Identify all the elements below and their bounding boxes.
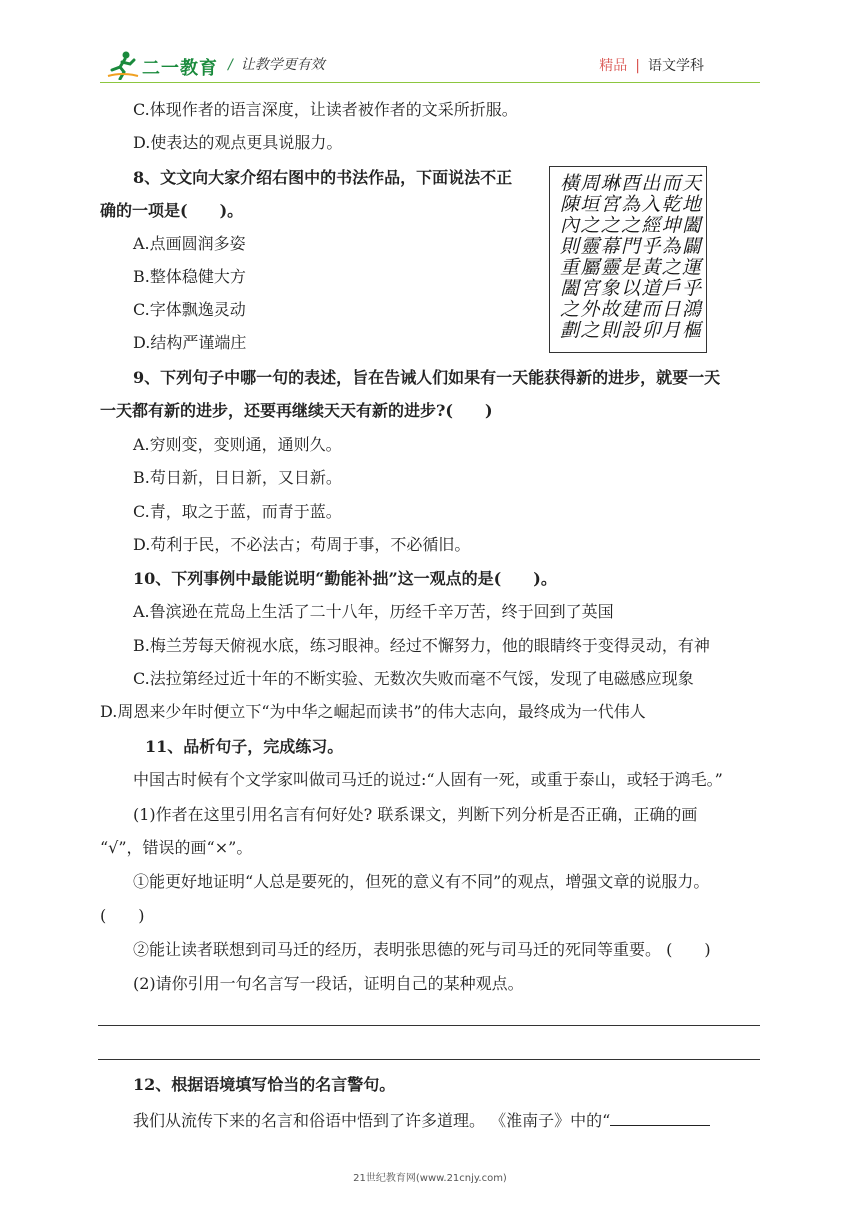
q10-option-c: C.法拉第经过近十年的不断实验、无数次失败而毫不气馁，发现了电磁感应现象 bbox=[133, 669, 694, 688]
subject-tag: 语文学科 bbox=[648, 58, 704, 74]
q9-stem-line1: 9、下列句子中哪一句的表述，旨在告诫人们如果有一天能获得新的进步，就要一天 bbox=[133, 368, 721, 387]
slogan-text: 让教学更有效 bbox=[240, 57, 325, 73]
header-tags bbox=[599, 55, 704, 75]
answer-line[interactable] bbox=[98, 1059, 760, 1060]
q9-option-c: C.青，取之于蓝，而青于蓝。 bbox=[133, 502, 342, 521]
q11-stem: 11、品析句子，完成练习。 bbox=[145, 737, 344, 756]
q10-stem: 10、下列事例中最能说明“勤能补拙”这一观点的是( )。 bbox=[133, 569, 557, 588]
calligraphy-column: 酉為之門是以建設 bbox=[617, 173, 640, 341]
q11-statement2: ②能让读者联想到司马迁的经历，表明张思德的死与司马迁的死同等重要。 ( ) bbox=[133, 940, 711, 959]
slogan bbox=[228, 54, 325, 74]
q9-option-d: D.苟利于民，不必法古；苟周于事，不必循旧。 bbox=[133, 535, 471, 554]
q7-option-c: C.体现作者的语言深度，让读者被作者的文采所折服。 bbox=[133, 100, 518, 119]
tag-separator: | bbox=[635, 58, 640, 74]
q11-statement1: ①能更好地证明“人总是要死的，但死的意义有不同”的观点，增强文章的说服力。 bbox=[133, 872, 710, 891]
page-header bbox=[0, 0, 860, 92]
q10-option-d: D.周恩来少年时便立下“为中华之崛起而读书”的伟大志向，最终成为一代伟人 bbox=[100, 702, 646, 721]
q10-option-b: B.梅兰芳每天俯视水底，练习眼神。经过不懈努力，他的眼睛终于变得灵动，有神 bbox=[133, 636, 710, 655]
q9-option-a: A.穷则变，变则通，通则久。 bbox=[133, 435, 342, 454]
q12-context bbox=[133, 1109, 710, 1131]
calligraphy-image bbox=[549, 166, 707, 353]
q8-option-d: D.结构严谨端庄 bbox=[133, 333, 247, 352]
q9-stem-line2: 一天都有新的进步，还要再继续天天有新的进步?( ) bbox=[100, 401, 493, 420]
calligraphy-column: 周垣之靈屬宮外之 bbox=[577, 173, 600, 341]
q11-part2: (2)请你引用一句名言写一段话，证明自己的某种观点。 bbox=[133, 974, 524, 993]
q8-option-a: A.点画圆润多姿 bbox=[133, 234, 246, 253]
q10-option-a: A.鲁滨逊在荒岛上生活了二十八年，历经千辛万苦，终于回到了英国 bbox=[133, 602, 614, 621]
calligraphy-column: 琳宮之幕靈象故則 bbox=[597, 173, 620, 341]
calligraphy-column: 而乾坤為之戶日月 bbox=[658, 173, 681, 341]
q12-stem: 12、根据语境填写恰当的名言警句。 bbox=[133, 1075, 396, 1094]
page-footer: 21世纪教育网(www.21cnjy.com) bbox=[353, 1173, 507, 1184]
runner-logo-icon bbox=[106, 50, 140, 80]
q12-context-text: 我们从流传下来的名言和俗语中悟到了许多道理。 《淮南子》中的“ bbox=[133, 1111, 611, 1130]
q7-option-d: D.使表达的观点更具说服力。 bbox=[133, 133, 343, 152]
q11-part1-line1: (1)作者在这里引用名言有何好处? 联系课文，判断下列分析是否正确，正确的画 bbox=[133, 805, 698, 824]
q8-option-c: C.字体飘逸灵动 bbox=[133, 300, 246, 319]
logo-text: 二一教育 bbox=[142, 58, 218, 79]
calligraphy-column: 天地闔闢運乎鴻樞 bbox=[678, 173, 701, 341]
q11-part1-line2: “√”，错误的画“×”。 bbox=[100, 838, 253, 857]
fill-blank[interactable] bbox=[610, 1109, 710, 1126]
answer-line[interactable] bbox=[98, 1025, 760, 1026]
calligraphy-column: 出入經乎黃道而卯 bbox=[638, 173, 661, 341]
quality-tag: 精品 bbox=[599, 58, 628, 74]
q8-stem-line1: 8、文文向大家介绍右图中的书法作品，下面说法不正 bbox=[133, 168, 513, 187]
q9-option-b: B.苟日新，日日新，又日新。 bbox=[133, 468, 342, 487]
q8-stem-line2: 确的一项是( )。 bbox=[100, 201, 244, 220]
q11-statement1-answer: ( ) bbox=[100, 906, 145, 925]
q8-option-b: B.整体稳健大方 bbox=[133, 267, 246, 286]
calligraphy-column: 橫陳內則重闔之劃 bbox=[557, 173, 579, 341]
slogan-separator: / bbox=[228, 57, 233, 73]
header-divider bbox=[100, 82, 760, 83]
q11-quote: 中国古时候有个文学家叫做司马迁的说过:“人固有一死，或重于泰山，或轻于鸿毛。” bbox=[133, 770, 723, 789]
